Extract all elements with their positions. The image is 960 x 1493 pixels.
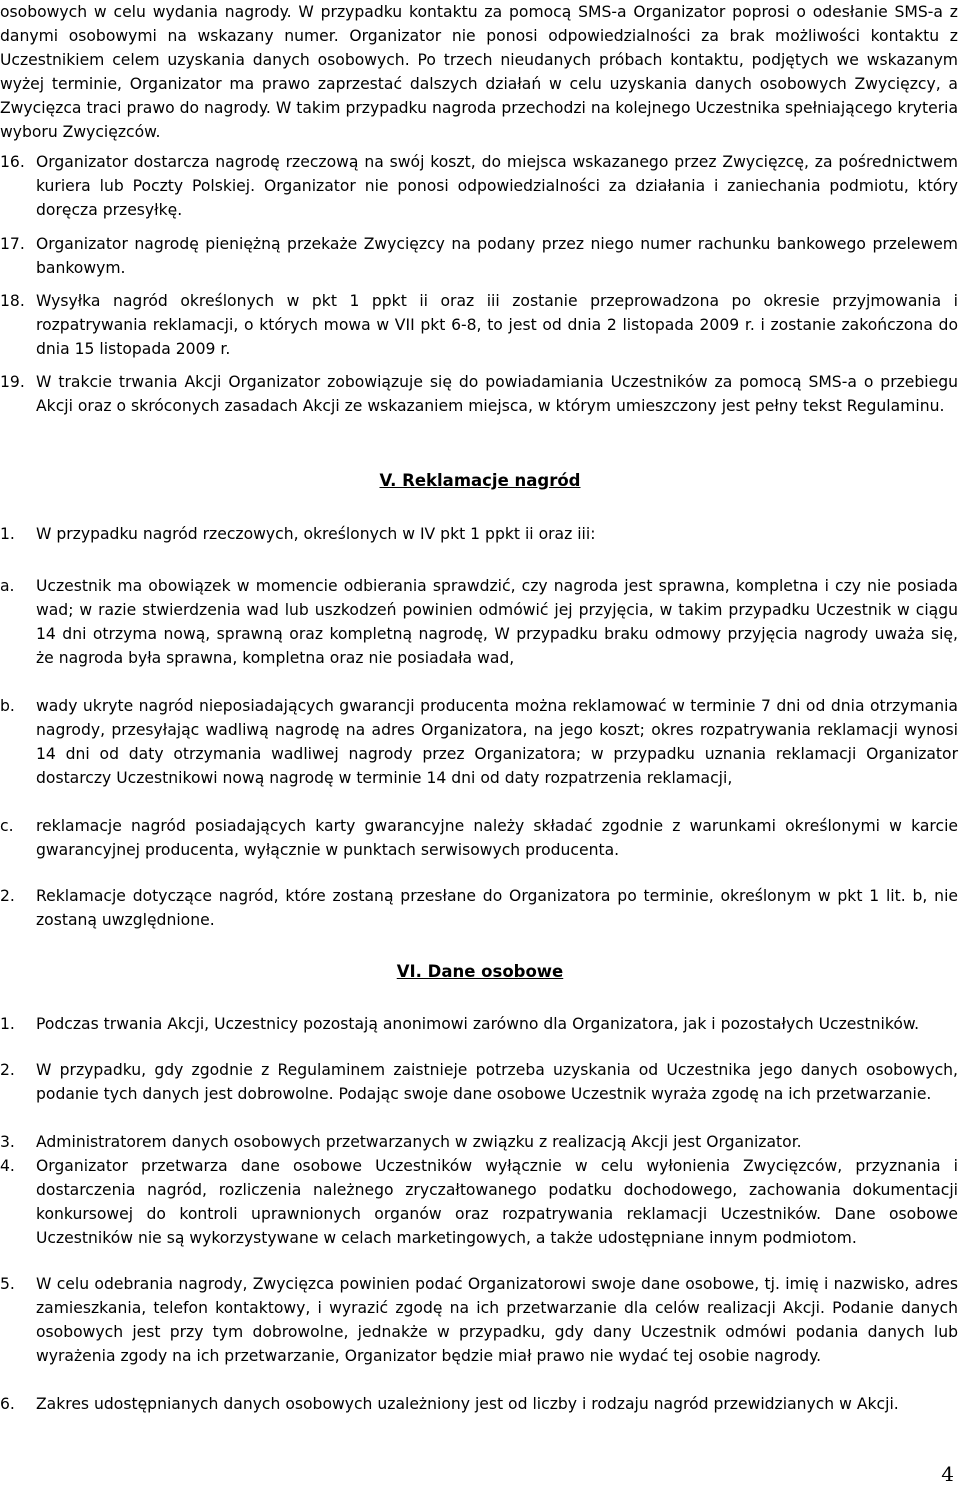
sub-item-letter: c.: [0, 817, 14, 835]
sub-item-a: [0, 574, 958, 670]
section-heading-reklamacje: V. Reklamacje nagród: [379, 471, 581, 490]
item-number: 2.: [0, 887, 15, 905]
sub-item-text: wady ukryte nagród nieposiadających gwarancji producenta można reklamować w terminie 7 dni od dnia otrzymania nagrody, przesyłając wadliwą nagrodę na adres Organizatora, na jego koszt; okres rozpatrywania reklamacji wynosi 14 dni od daty otrzymania wadliwej nagrody przez Organizatora; w przypadku uznania reklamacji Organizator dostarczy Uczestnikowi nową nagrodę w terminie 14 dni od daty rozpatrzenia reklamacji,: [36, 697, 958, 787]
list-item-19: [0, 370, 958, 418]
item-number: 19.: [0, 373, 25, 391]
item-text: Organizator nagrodę pieniężną przekaże Zwycięzcy na podany przez niego numer rachunku bankowego przelewem bankowym.: [36, 235, 958, 277]
sub-item-c: [0, 814, 958, 862]
item-number: 1.: [0, 1015, 15, 1033]
item-text: Reklamacje dotyczące nagród, które zostaną przesłane do Organizatora po terminie, określonym w pkt 1 lit. b, nie zostaną uwzględnione.: [36, 887, 958, 929]
item-number: 3.: [0, 1133, 15, 1151]
sub-item-b: [0, 694, 958, 790]
intro-paragraph: osobowych w celu wydania nagrody. W przypadku kontaktu za pomocą SMS-a Organizator poprosi o odesłanie SMS-a z danymi osobowymi na wskazany numer. Organizator nie ponosi odpowiedzialności za brak możliwości kontaktu z Uczestnikiem celem uzyskania danych osobowych. Po trzech nieudanych próbach kontaktu, podjętych we wskazanym wyżej terminie, Organizator ma prawo zaprzestać dalszych działań w celu uzyskania danych osobowych Zwycięzcy, a Zwycięzca traci prawo do nagrody. W takim przypadku nagroda przechodzi na kolejnego Uczestnika spełniającego kryteria wyboru Zwycięzców.: [0, 3, 958, 141]
list-item-18: [0, 289, 958, 361]
item-number: 18.: [0, 292, 25, 310]
item-number: 16.: [0, 153, 25, 171]
page-number: 4: [941, 1462, 954, 1486]
list-item-vi6: [0, 1392, 958, 1416]
item-number: 2.: [0, 1061, 15, 1079]
list-item-vi4: [0, 1154, 958, 1250]
sub-item-letter: b.: [0, 697, 15, 715]
item-number: 1.: [0, 525, 15, 543]
item-text: Administratorem danych osobowych przetwarzanych w związku z realizacją Akcji jest Organizator.: [36, 1133, 802, 1151]
item-number: 6.: [0, 1395, 15, 1413]
list-item-vi3: [0, 1130, 958, 1154]
item-text: Organizator dostarcza nagrodę rzeczową na swój koszt, do miejsca wskazanego przez Zwycięzcę, za pośrednictwem kuriera lub Poczty Polskiej. Organizator nie ponosi odpowiedzialności za działania i zaniechania podmiotu, który doręcza przesyłkę.: [36, 153, 958, 219]
item-text: Organizator przetwarza dane osobowe Uczestników wyłącznie w celu wyłonienia Zwycięzców, przyznania i dostarczenia nagród, rozliczenia należnego zryczałtowanego podatku dochodowego, zachowania dokumentacji konkursowej do kontroli uprawnionych organów oraz rozpatrywania reklamacji Uczestników. Dane osobowe Uczestników nie są wykorzystywane w celach marketingowych, a także udostępniane innym podmiotom.: [36, 1157, 958, 1247]
item-text: W celu odebrania nagrody, Zwycięzca powinien podać Organizatorowi swoje dane osobowe, tj. imię i nazwisko, adres zamieszkania, telefon kontaktowy, i wyrazić zgodę na ich przetwarzanie dla celów realizacji Akcji. Podanie danych osobowych jest przy tym dobrowolne, jednakże w przypadku, gdy dany Uczestnik odmówi podania danych lub wyrażenia zgody na ich przetwarzanie, Organizator będzie miał prawo nie wydać tej osobie nagrody.: [36, 1275, 958, 1365]
sub-item-text: reklamacje nagród posiadających karty gwarancyjne należy składać zgodnie z warunkami określonymi w karcie gwarancyjnej producenta, wyłącznie w punktach serwisowych producenta.: [36, 817, 958, 859]
sub-item-text: Uczestnik ma obowiązek w momencie odbierania sprawdzić, czy nagroda jest sprawna, kompletna i czy nie posiada wad; w razie stwierdzenia wad lub uszkodzeń powinien odmówić jej przyjęcia, w takim przypadku Uczestnik w ciągu 14 dni otrzyma nową, sprawną oraz kompletną nagrodę, W przypadku braku odmowy przyjęcia nagrody uważa się, że nagroda była sprawna, kompletna oraz nie posiadała wad,: [36, 577, 958, 667]
sub-item-letter: a.: [0, 577, 15, 595]
item-text: W trakcie trwania Akcji Organizator zobowiązuje się do powiadamiania Uczestników za pomocą SMS-a o przebiegu Akcji oraz o skróconych zasadach Akcji ze wskazaniem miejsca, w którym umieszczony jest pełny tekst Regulaminu.: [36, 373, 958, 415]
list-item-v1: [0, 522, 958, 546]
list-item-v2: [0, 884, 958, 932]
list-item-vi1: [0, 1012, 958, 1036]
list-item-17: [0, 232, 958, 280]
list-item-vi5: [0, 1272, 958, 1368]
item-text: W przypadku, gdy zgodnie z Regulaminem zaistnieje potrzeba uzyskania od Uczestnika jego danych osobowych, podanie tych danych jest dobrowolne. Podając swoje dane osobowe Uczestnik wyraża zgodę na ich przetwarzanie.: [36, 1061, 958, 1103]
item-text: Wysyłka nagród określonych w pkt 1 ppkt ii oraz iii zostanie przeprowadzona po okresie przyjmowania i rozpatrywania reklamacji, o których mowa w VII pkt 6-8, to jest od dnia 2 listopada 2009 r. i zostanie zakończona do dnia 15 listopada 2009 r.: [36, 292, 958, 358]
section-heading-dane-osobowe: VI. Dane osobowe: [396, 962, 564, 981]
list-item-16: [0, 150, 958, 222]
item-number: 4.: [0, 1157, 15, 1175]
item-text: Zakres udostępnianych danych osobowych uzależniony jest od liczby i rodzaju nagród przewidzianych w Akcji.: [36, 1395, 899, 1413]
list-item-vi2: [0, 1058, 958, 1106]
item-text: W przypadku nagród rzeczowych, określonych w IV pkt 1 ppkt ii oraz iii:: [36, 525, 596, 543]
item-number: 5.: [0, 1275, 15, 1293]
item-text: Podczas trwania Akcji, Uczestnicy pozostają anonimowi zarówno dla Organizatora, jak i pozostałych Uczestników.: [36, 1015, 920, 1033]
item-number: 17.: [0, 235, 25, 253]
